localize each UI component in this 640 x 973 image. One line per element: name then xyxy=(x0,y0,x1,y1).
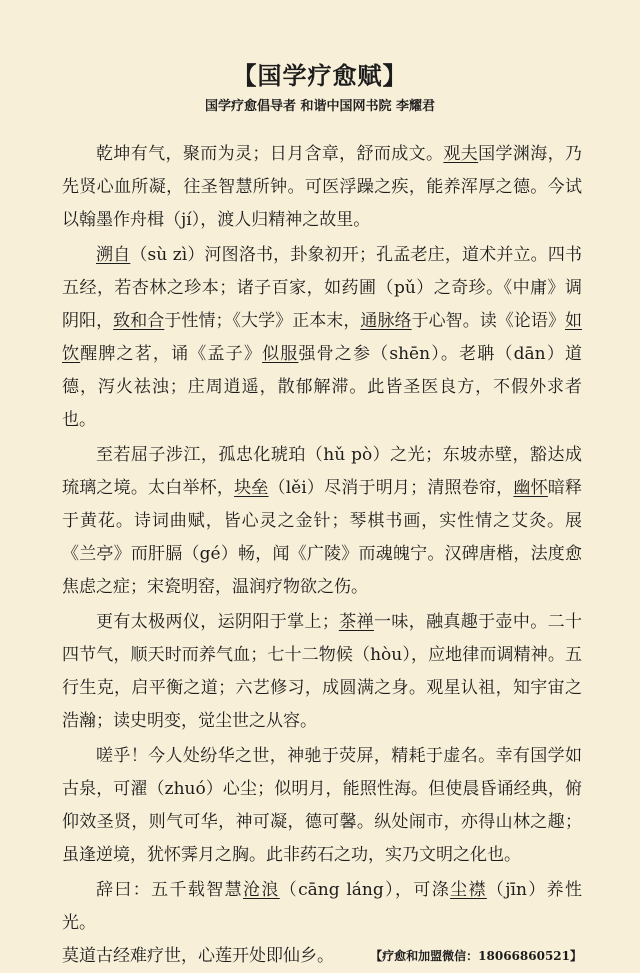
contact-wechat: 【疗愈和加盟微信：18066860521】 xyxy=(370,949,582,963)
paragraph-text: 于性情；《大学》正本末， xyxy=(164,311,361,331)
underlined-term: 通脉络 xyxy=(360,311,412,331)
document-body xyxy=(62,138,582,973)
closing-verse: 莫道古经难疗世，心莲开处即仙乡。 xyxy=(62,946,334,966)
underlined-term: 尘襟 xyxy=(450,880,487,900)
underlined-term: 观夫 xyxy=(443,144,479,164)
paragraph-text: 更有太极两仪，运阴阳于掌上； xyxy=(96,612,339,632)
underlined-term: 溯自 xyxy=(96,245,131,265)
body-paragraph xyxy=(62,740,582,872)
paragraph-text: 于心智。读《论语》 xyxy=(411,311,566,331)
paragraph-list xyxy=(62,138,582,940)
body-paragraph xyxy=(62,239,582,437)
underlined-term: 茶禅 xyxy=(338,612,374,632)
paragraph-text: （jīn）养性光。 xyxy=(62,880,582,933)
body-paragraph xyxy=(62,874,582,940)
paragraph-text: 乾坤有气，聚而为灵；日月含章，舒而成文。 xyxy=(96,144,444,164)
paragraph-text: （cāng láng），可涤 xyxy=(279,880,451,900)
paragraph-text: 暗释于黄花。诗词曲赋，皆心灵之金针；琴棋书画，实性情之艾灸。展《兰亭》而肝膈（gé）畅，闻《广陵》而魂魄宁。汉碑唐楷，法度愈焦虑之症；宋瓷明窑，温润疗物欲之伤。 xyxy=(62,478,583,597)
paragraph-text: 强骨之参（shēn）。老聃（dān）道德，泻火祛浊；庄周逍遥，散郁解滞。此皆圣医良方，不假外求者也。 xyxy=(62,344,583,430)
body-paragraph xyxy=(62,439,582,604)
author-line: 国学疗愈倡导者 和谐中国网书院 李耀君 xyxy=(204,99,436,114)
underlined-term: 块垒 xyxy=(234,478,269,498)
underlined-term: 如饮 xyxy=(62,311,583,364)
underlined-term: 幽怀 xyxy=(513,478,548,498)
paragraph-text: 辞曰：五千载智慧 xyxy=(96,880,243,900)
paragraph-text: 一味，融真趣于壶中。二十四节气，顺天时而养气血；七十二物候（hòu），应地律而调精神。五行生克，启平衡之道；六艺修习，成圆满之身。观星认祖，知宇宙之浩瀚；读史明变，觉尘世之从容。 xyxy=(62,612,583,731)
paragraph-text: （sù zì）河图洛书，卦象初开；孔孟老庄，道术并立。四书五经，若杏林之珍本；诸子百家，如药圃（pǔ）之奇珍。《中庸》调阴阳， xyxy=(62,245,582,331)
paragraph-text: 国学渊海，乃先贤心血所凝，往圣智慧所钟。可医浮躁之疾，能养浑厚之德。今试以翰墨作舟楫（jí），渡人归精神之故里。 xyxy=(62,144,583,230)
paragraph-text: 嗟乎！今人处纷华之世，神驰于荧屏，精耗于虚名。幸有国学如古泉，可濯（zhuó）心尘；似明月，能照性海。但使晨昏诵经典，俯仰效圣贤，则气可华，神可凝，德可馨。纵处闹市，亦得山林之趣；虽逢逆境，犹怀霁月之胸。此非药石之功，实乃文明之化也。 xyxy=(62,746,582,865)
document-title: 【国学疗愈赋】 xyxy=(232,61,408,90)
paragraph-text: 醒脾之茗，诵《孟子》 xyxy=(80,344,263,364)
underlined-term: 沧浪 xyxy=(242,880,280,900)
underlined-term: 致和合 xyxy=(113,311,165,331)
body-paragraph xyxy=(62,138,582,237)
body-paragraph xyxy=(62,606,582,738)
underlined-term: 似服 xyxy=(262,344,299,364)
paragraph-text: 至若屈子涉江，孤忠化琥珀（hǔ pò）之光；东坡赤壁，豁达成琉璃之境。太白举杯， xyxy=(62,445,582,498)
paragraph-text: （lěi）尽消于明月；清照卷帘， xyxy=(268,478,514,498)
